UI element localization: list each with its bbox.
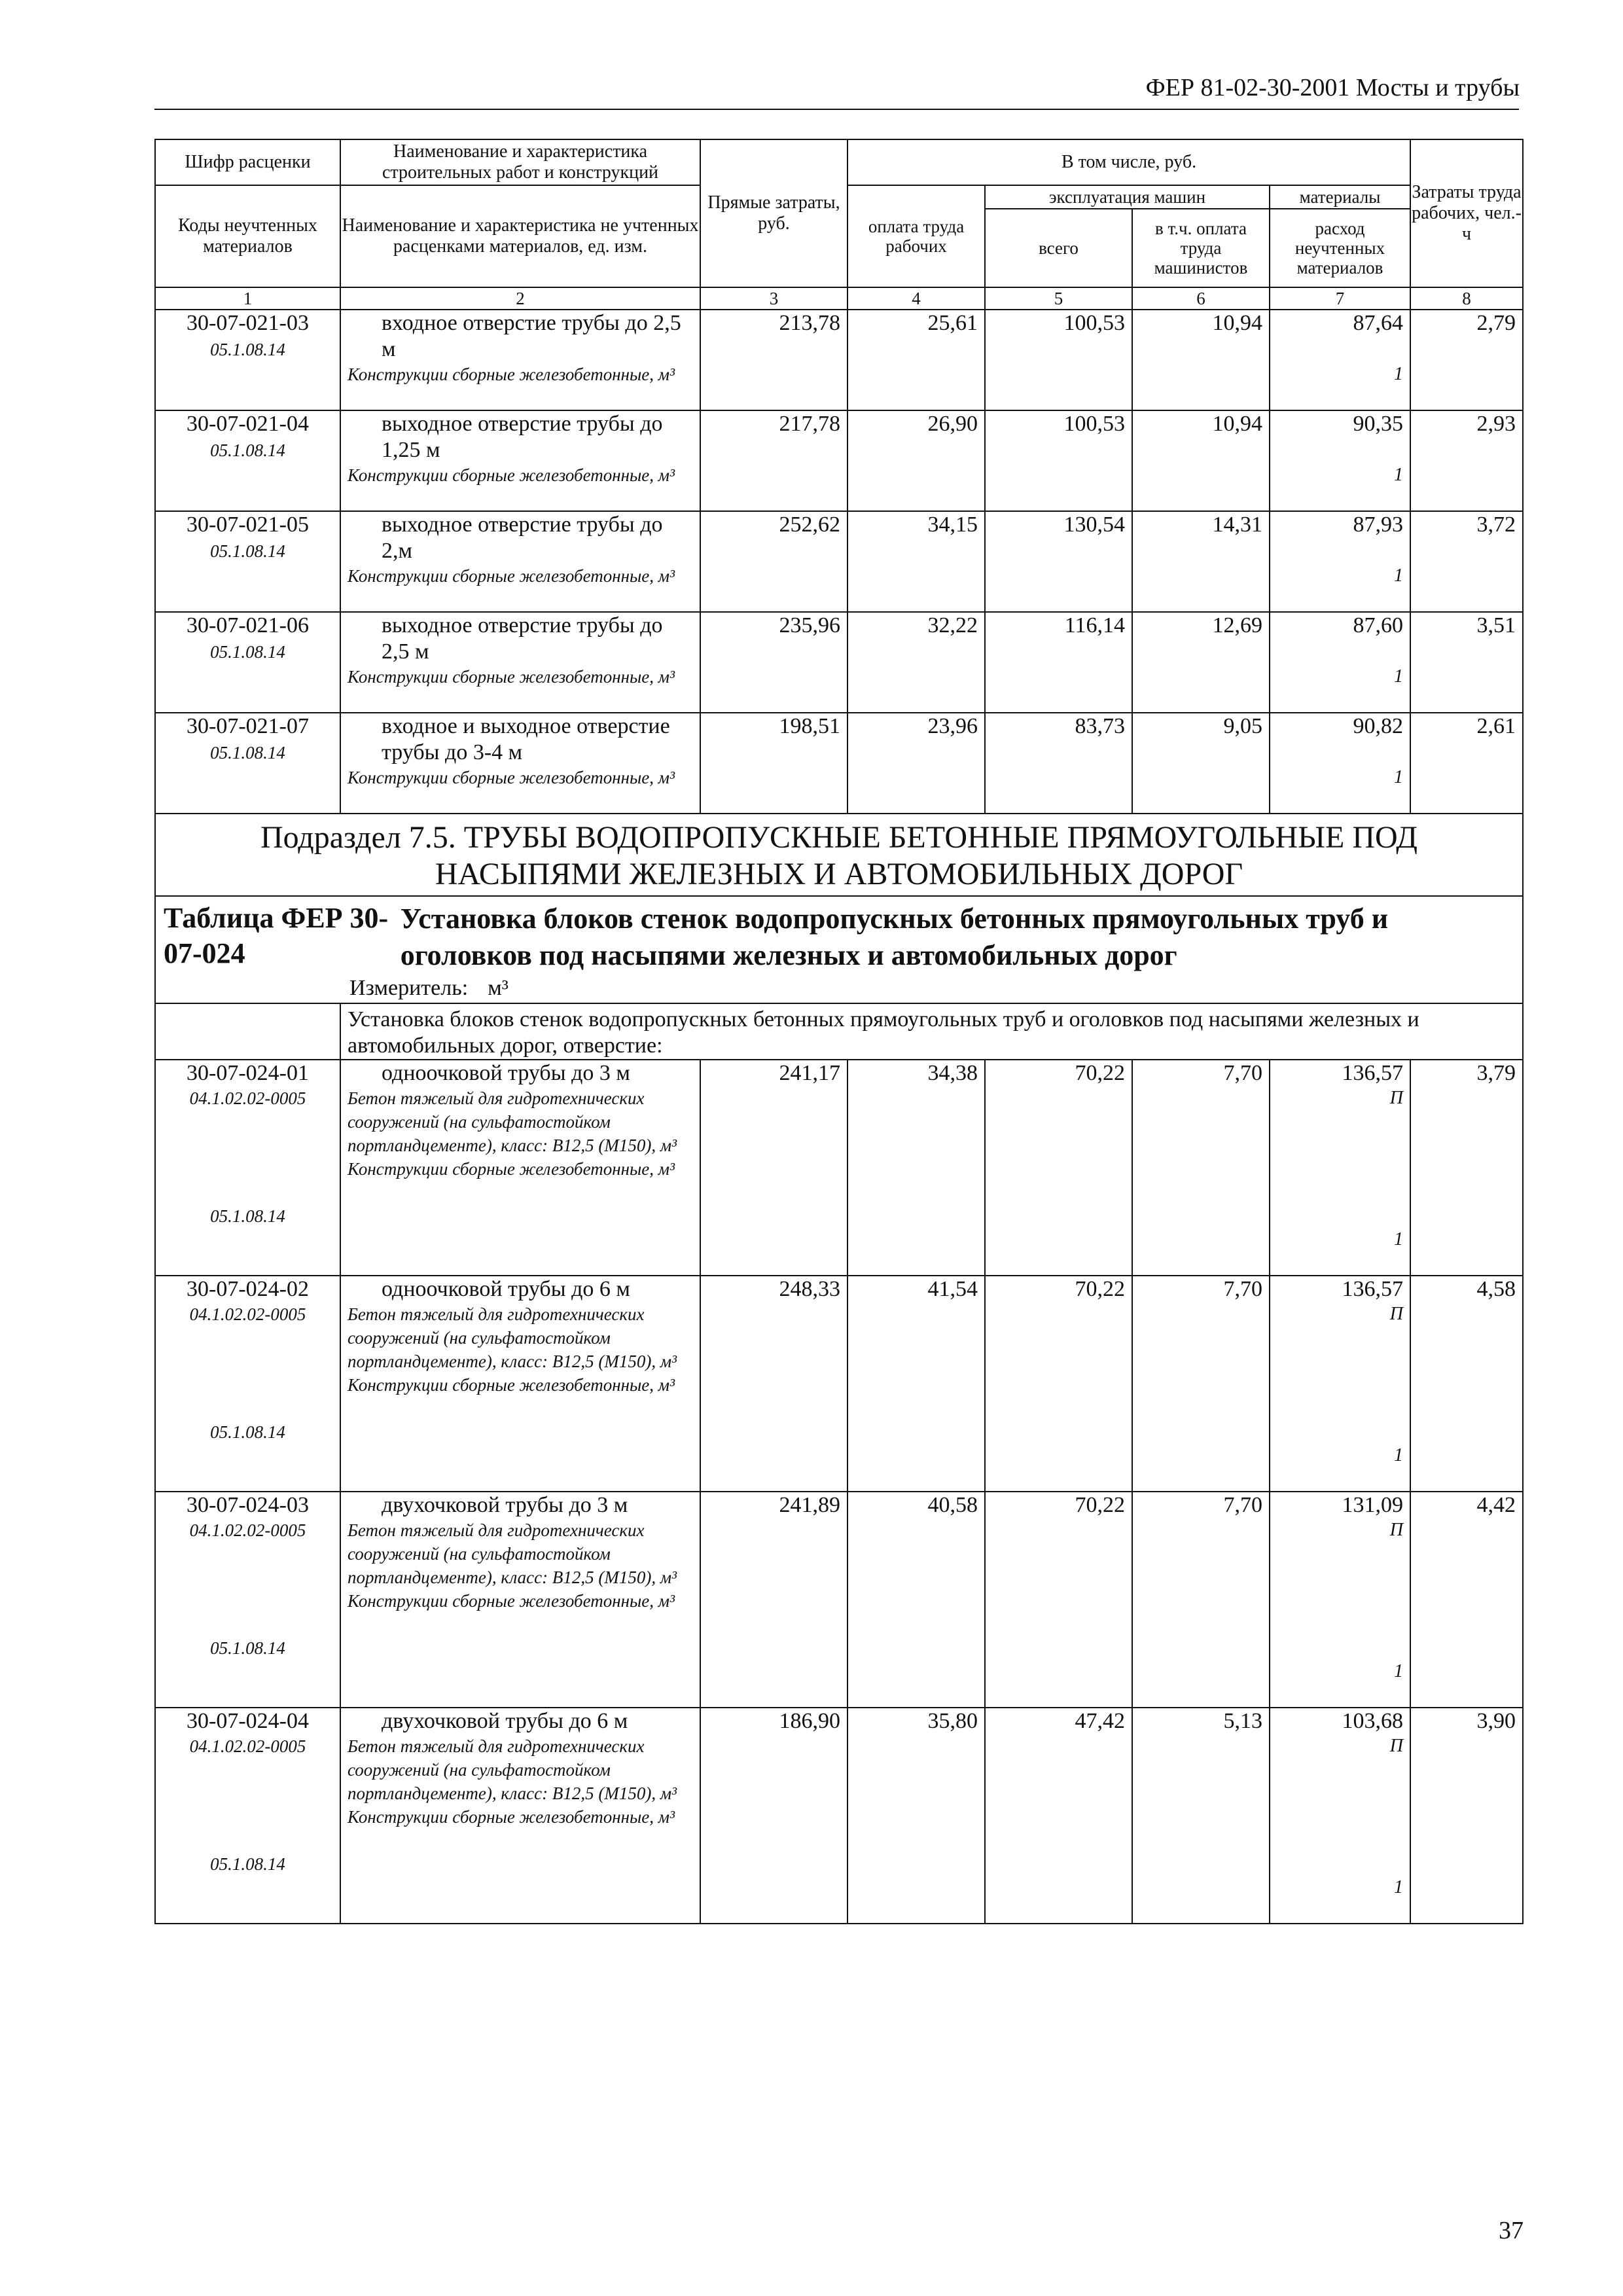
materials-cost: 87,93 — [1353, 512, 1404, 537]
material-code: 05.1.08.14 — [210, 340, 285, 359]
machinists-pay-cell — [1132, 1708, 1270, 1924]
material-name: Бетон тяжелый для гидротехнических сооружений (на сульфатостойком портландцементе), класс: В12,5 (М150), м³ — [348, 1736, 677, 1803]
rate-code-cell — [155, 1708, 340, 1924]
intro-text: Установка блоков стенок водопропускных бетонных прямоугольных труб и оголовков под насыпями железных и автомобильных дорог, отверстие: — [340, 1003, 1523, 1060]
rate-row — [155, 713, 1523, 814]
spacer — [156, 563, 340, 586]
materials-cost: 136,57 — [1342, 1277, 1404, 1301]
rate-code-cell — [155, 1276, 340, 1492]
material-quantity: 1 — [1394, 767, 1404, 787]
direct-cost-cell — [700, 1060, 847, 1276]
measure-label: Измеритель: — [349, 976, 469, 1000]
machines-total-cell — [985, 1492, 1132, 1708]
material-quantity: 1 — [1394, 465, 1404, 485]
labor-pay-cell — [847, 1492, 985, 1708]
labor-hours: 3,79 — [1476, 1061, 1516, 1085]
labor-pay-cell — [847, 713, 985, 814]
direct-cost-cell — [700, 713, 847, 814]
machinists-pay: 10,94 — [1212, 412, 1262, 436]
labor-hours-cell — [1410, 511, 1523, 612]
material-quantity: 1 — [1394, 364, 1404, 384]
rate-row — [155, 612, 1523, 713]
materials-cost: 90,35 — [1353, 412, 1404, 436]
rate-name: выходное отверстие трубы до 1,25 м — [382, 412, 663, 462]
machines-total-cell — [985, 511, 1132, 612]
material-quantity: П — [1389, 1520, 1404, 1540]
labor-pay: 41,54 — [927, 1277, 978, 1301]
rate-name-cell — [340, 511, 700, 612]
materials-cost: 103,68 — [1342, 1709, 1404, 1733]
labor-hours-cell — [1410, 1492, 1523, 1708]
rate-row — [155, 310, 1523, 410]
direct-cost: 241,89 — [779, 1493, 840, 1517]
materials-cell — [1270, 410, 1410, 511]
header-code-bottom: Коды неучтенных материалов — [155, 185, 340, 287]
header-name-bottom: Наименование и характеристика не учтенных расценками материалов, ед. изм. — [340, 185, 700, 287]
rate-code-cell — [155, 511, 340, 612]
machines-total: 70,22 — [1075, 1277, 1125, 1301]
header-col-numbers — [155, 287, 1523, 310]
rate-name-cell — [340, 1060, 700, 1276]
rate-code-cell — [155, 1492, 340, 1708]
table-title-cell — [155, 896, 1523, 1003]
intro-empty-cell — [155, 1003, 340, 1060]
spacer — [156, 1326, 340, 1420]
direct-cost: 241,17 — [779, 1061, 840, 1085]
labor-hours: 3,51 — [1476, 613, 1516, 637]
labor-hours: 2,61 — [1476, 714, 1516, 738]
spacer — [1270, 538, 1403, 564]
material-name: Конструкции сборные железобетонные, м³ — [348, 1375, 675, 1395]
rate-name: одноочковой трубы до 6 м — [382, 1277, 630, 1301]
spacer — [156, 1110, 340, 1204]
materials-cost: 87,64 — [1353, 311, 1404, 335]
header-machines: эксплуатация машин — [985, 185, 1270, 209]
labor-pay: 35,80 — [927, 1709, 978, 1733]
labor-hours: 2,79 — [1476, 311, 1516, 335]
direct-cost-cell — [700, 410, 847, 511]
price-table — [154, 139, 1524, 1924]
machinists-pay: 7,70 — [1223, 1493, 1262, 1517]
labor-pay: 25,61 — [927, 311, 978, 335]
machinists-pay-cell — [1132, 511, 1270, 612]
labor-hours-cell — [1410, 410, 1523, 511]
header-machines-total: всего — [985, 209, 1132, 287]
running-header: ФЕР 81-02-30-2001 Мосты и трубы — [1145, 74, 1520, 101]
spacer — [156, 1660, 340, 1683]
col-number: 7 — [1270, 287, 1410, 310]
subsection-title-cell — [155, 814, 1523, 896]
machines-total-cell — [985, 1708, 1132, 1924]
spacer — [1270, 1326, 1403, 1444]
rate-code: 30-07-024-03 — [187, 1493, 309, 1517]
spacer — [1270, 740, 1403, 766]
rate-name-cell — [340, 713, 700, 814]
rate-code: 30-07-024-04 — [187, 1709, 309, 1733]
material-name: Бетон тяжелый для гидротехнических сооружений (на сульфатостойком портландцементе), класс: В12,5 (М150), м³ — [348, 1304, 677, 1371]
spacer — [1270, 1467, 1403, 1491]
rate-row — [155, 1276, 1523, 1492]
machinists-pay: 12,69 — [1212, 613, 1262, 637]
machinists-pay: 10,94 — [1212, 311, 1262, 335]
rate-name-cell — [340, 410, 700, 511]
direct-cost: 248,33 — [779, 1277, 840, 1301]
materials-cell — [1270, 1276, 1410, 1492]
labor-hours: 3,90 — [1476, 1709, 1516, 1733]
subsection-title-line1: Подраздел 7.5. ТРУБЫ ВОДОПРОПУСКНЫЕ БЕТОННЫЕ ПРЯМОУГОЛЬНЫЕ ПОД — [260, 820, 1418, 855]
rate-name: выходное отверстие трубы до 2,5 м — [382, 613, 663, 664]
machinists-pay-cell — [1132, 713, 1270, 814]
materials-cell — [1270, 1708, 1410, 1924]
rate-code-cell — [155, 1060, 340, 1276]
spacer — [156, 1444, 340, 1467]
spacer — [1270, 1758, 1403, 1876]
material-quantity: 1 — [1394, 666, 1404, 687]
machines-total-cell — [985, 410, 1132, 511]
spacer — [156, 1876, 340, 1899]
labor-pay-cell — [847, 1708, 985, 1924]
labor-hours: 2,93 — [1476, 412, 1516, 436]
labor-hours-cell — [1410, 612, 1523, 713]
machinists-pay: 7,70 — [1223, 1061, 1262, 1085]
labor-hours: 4,58 — [1476, 1277, 1516, 1301]
materials-cost: 136,57 — [1342, 1061, 1404, 1085]
machinists-pay: 9,05 — [1223, 714, 1262, 738]
machines-total-cell — [985, 1276, 1132, 1492]
labor-pay-cell — [847, 511, 985, 612]
spacer — [1270, 1899, 1403, 1923]
direct-cost-cell — [700, 310, 847, 410]
col-number: 4 — [847, 287, 985, 310]
direct-cost-cell — [700, 612, 847, 713]
labor-pay: 34,15 — [927, 512, 978, 537]
table-label: Таблица ФЕР 30-07-024 — [164, 902, 389, 969]
table-title-text: Установка блоков стенок водопропускных бетонных прямоугольных труб и оголовков под насыпями железных и автомобильных дорог — [400, 903, 1389, 971]
header-machinists: в т.ч. оплата труда машинистов — [1132, 209, 1270, 287]
material-code: 04.1.02.02-0005 — [189, 1304, 306, 1324]
col-number: 5 — [985, 287, 1132, 310]
materials-cell — [1270, 1492, 1410, 1708]
labor-hours-cell — [1410, 713, 1523, 814]
spacer — [1270, 336, 1403, 363]
material-code: 05.1.08.14 — [210, 440, 285, 460]
header-row-1 — [155, 139, 1523, 185]
rate-code: 30-07-021-07 — [187, 714, 309, 738]
machinists-pay: 7,70 — [1223, 1277, 1262, 1301]
material-name: Конструкции сборные железобетонные, м³ — [348, 1591, 675, 1611]
rate-code-cell — [155, 310, 340, 410]
spacer — [1270, 386, 1403, 410]
material-name: Бетон тяжелый для гидротехнических сооружений (на сульфатостойком портландцементе), класс: В12,5 (М150), м³ — [348, 1088, 677, 1155]
spacer — [1270, 689, 1403, 712]
direct-cost: 217,78 — [779, 412, 840, 436]
rate-name-cell — [340, 1276, 700, 1492]
spacer — [156, 462, 340, 486]
header-materials: материалы — [1270, 185, 1410, 209]
spacer — [1270, 789, 1403, 813]
labor-hours-cell — [1410, 1708, 1523, 1924]
rate-code: 30-07-021-06 — [187, 613, 309, 637]
direct-cost: 186,90 — [779, 1709, 840, 1733]
col-number: 8 — [1410, 287, 1523, 310]
header-labor-costs: Затраты труда рабочих, чел.-ч — [1410, 139, 1523, 287]
material-code: 05.1.08.14 — [210, 1422, 285, 1442]
material-code: 04.1.02.02-0005 — [189, 1088, 306, 1108]
machines-total: 70,22 — [1075, 1493, 1125, 1517]
labor-hours: 3,72 — [1476, 512, 1516, 537]
rate-code: 30-07-021-03 — [187, 311, 309, 335]
rate-name-cell — [340, 612, 700, 713]
materials-cost: 87,60 — [1353, 613, 1404, 637]
direct-cost-cell — [700, 1492, 847, 1708]
material-name: Конструкции сборные железобетонные, м³ — [348, 566, 675, 586]
material-quantity: 1 — [1394, 1445, 1404, 1465]
header-including: В том числе, руб. — [847, 139, 1410, 185]
machinists-pay-cell — [1132, 310, 1270, 410]
table-title-row — [155, 896, 1523, 1003]
col-number: 1 — [155, 287, 340, 310]
spacer — [156, 764, 340, 788]
spacer — [1270, 1542, 1403, 1660]
spacer — [156, 361, 340, 385]
machinists-pay: 5,13 — [1223, 1709, 1262, 1733]
material-quantity: 1 — [1394, 1661, 1404, 1681]
machinists-pay-cell — [1132, 410, 1270, 511]
labor-pay: 23,96 — [927, 714, 978, 738]
header-labor-pay: оплата труда рабочих — [847, 185, 985, 287]
labor-hours-cell — [1410, 310, 1523, 410]
rate-name: двухочковой трубы до 6 м — [382, 1709, 628, 1733]
rate-row — [155, 511, 1523, 612]
machines-total: 116,14 — [1064, 613, 1125, 637]
rate-code: 30-07-024-02 — [187, 1277, 309, 1301]
machines-total-cell — [985, 1060, 1132, 1276]
material-quantity: 1 — [1394, 1229, 1404, 1249]
direct-cost-cell — [700, 511, 847, 612]
header-direct-costs: Прямые затраты, руб. — [700, 139, 847, 287]
machines-total-cell — [985, 310, 1132, 410]
header-name-top: Наименование и характеристика строительных работ и конструкций — [340, 139, 700, 185]
rate-name: входное отверстие трубы до 2,5 м — [382, 311, 681, 361]
spacer — [156, 1228, 340, 1251]
material-quantity: 1 — [1394, 1877, 1404, 1897]
labor-pay-cell — [847, 410, 985, 511]
machines-total-cell — [985, 713, 1132, 814]
materials-cell — [1270, 1060, 1410, 1276]
spacer — [156, 664, 340, 687]
machinists-pay-cell — [1132, 1492, 1270, 1708]
header-code-top: Шифр расценки — [155, 139, 340, 185]
material-quantity: П — [1389, 1304, 1404, 1324]
header-materials-sub: расход неучтенных материалов — [1270, 209, 1410, 287]
material-code: 04.1.02.02-0005 — [189, 1736, 306, 1756]
rate-name: входное и выходное отверстие трубы до 3-4 м — [382, 714, 670, 764]
machinists-pay-cell — [1132, 612, 1270, 713]
material-name: Бетон тяжелый для гидротехнических сооружений (на сульфатостойком портландцементе), класс: В12,5 (М150), м³ — [348, 1520, 677, 1587]
materials-cost: 90,82 — [1353, 714, 1404, 738]
material-quantity: 1 — [1394, 565, 1404, 586]
material-code: 05.1.08.14 — [210, 1206, 285, 1226]
spacer — [1270, 437, 1403, 463]
rate-row — [155, 1708, 1523, 1924]
direct-cost: 235,96 — [779, 613, 840, 637]
rate-row — [155, 410, 1523, 511]
labor-pay: 34,38 — [927, 1061, 978, 1085]
material-name: Конструкции сборные железобетонные, м³ — [348, 768, 675, 787]
rate-row — [155, 1492, 1523, 1708]
subsection-row — [155, 814, 1523, 896]
intro-row — [155, 1003, 1523, 1060]
direct-cost: 252,62 — [779, 512, 840, 537]
rate-name-cell — [340, 310, 700, 410]
measure-unit: м³ — [488, 976, 508, 1000]
spacer — [1270, 588, 1403, 611]
machines-total: 83,73 — [1075, 714, 1125, 738]
labor-hours: 4,42 — [1476, 1493, 1516, 1517]
labor-pay-cell — [847, 1060, 985, 1276]
spacer — [1270, 1251, 1403, 1275]
rate-code: 30-07-021-04 — [187, 412, 309, 436]
labor-hours-cell — [1410, 1060, 1523, 1276]
rate-code: 30-07-024-01 — [187, 1061, 309, 1085]
materials-cost: 131,09 — [1342, 1493, 1404, 1517]
machines-total: 130,54 — [1063, 512, 1125, 537]
labor-pay-cell — [847, 310, 985, 410]
rate-name: выходное отверстие трубы до 2,м — [382, 512, 663, 563]
material-name: Конструкции сборные железобетонные, м³ — [348, 365, 675, 384]
col-number: 2 — [340, 287, 700, 310]
measure-line — [156, 974, 1522, 1003]
material-code: 05.1.08.14 — [210, 743, 285, 762]
material-code: 05.1.08.14 — [210, 1638, 285, 1658]
col-number: 3 — [700, 287, 847, 310]
labor-pay: 26,90 — [927, 412, 978, 436]
labor-pay: 40,58 — [927, 1493, 978, 1517]
rate-code-cell — [155, 713, 340, 814]
labor-pay-cell — [847, 612, 985, 713]
rate-name-cell — [340, 1708, 700, 1924]
rate-name: одноочковой трубы до 3 м — [382, 1061, 630, 1085]
col-number: 6 — [1132, 287, 1270, 310]
rate-code: 30-07-021-05 — [187, 512, 309, 537]
subsection-title-line2: НАСЫПЯМИ ЖЕЛЕЗНЫХ И АВТОМОБИЛЬНЫХ ДОРОГ — [435, 857, 1243, 891]
spacer — [1270, 487, 1403, 511]
spacer — [1270, 639, 1403, 665]
direct-cost-cell — [700, 1708, 847, 1924]
rate-row — [155, 1060, 1523, 1276]
material-quantity: П — [1389, 1736, 1404, 1756]
material-code: 04.1.02.02-0005 — [189, 1520, 306, 1540]
machines-total-cell — [985, 612, 1132, 713]
rate-code-cell — [155, 612, 340, 713]
material-name: Конструкции сборные железобетонные, м³ — [348, 1807, 675, 1827]
machinists-pay-cell — [1132, 1060, 1270, 1276]
machines-total: 100,53 — [1063, 412, 1125, 436]
labor-pay: 32,22 — [927, 613, 978, 637]
machines-total: 100,53 — [1063, 311, 1125, 335]
materials-cell — [1270, 511, 1410, 612]
spacer — [1270, 1683, 1403, 1707]
machines-total: 47,42 — [1075, 1709, 1125, 1733]
material-name: Конструкции сборные железобетонные, м³ — [348, 465, 675, 485]
rate-code-cell — [155, 410, 340, 511]
rate-name-cell — [340, 1492, 700, 1708]
spacer — [1270, 1110, 1403, 1228]
material-quantity: П — [1389, 1088, 1404, 1108]
page-number: 37 — [1499, 2217, 1524, 2244]
table-title — [156, 901, 1522, 974]
spacer — [156, 1758, 340, 1852]
material-name: Конструкции сборные железобетонные, м³ — [348, 1159, 675, 1179]
material-name: Конструкции сборные железобетонные, м³ — [348, 667, 675, 687]
material-code: 05.1.08.14 — [210, 642, 285, 662]
labor-pay-cell — [847, 1276, 985, 1492]
direct-cost: 198,51 — [779, 714, 840, 738]
rate-name: двухочковой трубы до 3 м — [382, 1493, 628, 1517]
direct-cost: 213,78 — [779, 311, 840, 335]
direct-cost-cell — [700, 1276, 847, 1492]
spacer — [156, 1542, 340, 1636]
materials-cell — [1270, 713, 1410, 814]
header-rule — [154, 109, 1519, 110]
material-code: 05.1.08.14 — [210, 541, 285, 561]
machines-total: 70,22 — [1075, 1061, 1125, 1085]
machinists-pay: 14,31 — [1212, 512, 1262, 537]
materials-cell — [1270, 612, 1410, 713]
machinists-pay-cell — [1132, 1276, 1270, 1492]
materials-cell — [1270, 310, 1410, 410]
labor-hours-cell — [1410, 1276, 1523, 1492]
material-code: 05.1.08.14 — [210, 1854, 285, 1874]
